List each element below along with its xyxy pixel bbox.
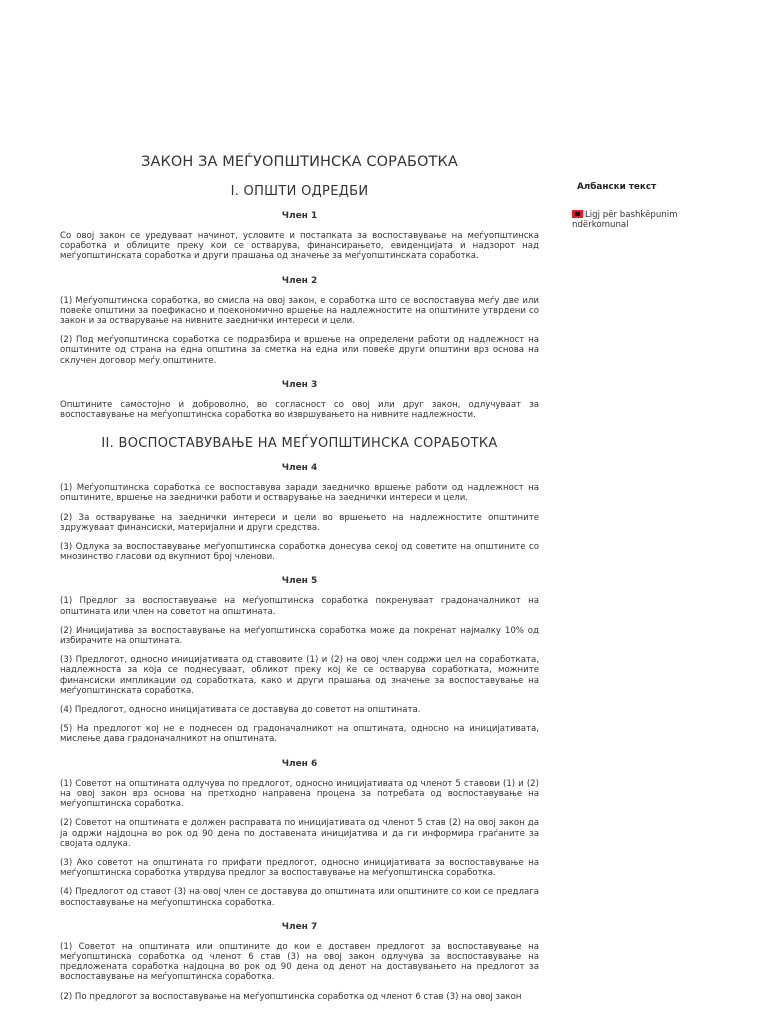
article-title-2: Член 2: [281, 275, 318, 286]
section-title-establishment: II. ВОСПОСТАВУВАЊЕ НА МЕЃУОПШТИНСКА СОРАБОТКА: [101, 436, 498, 452]
article-title-7: Член 7: [281, 921, 318, 932]
article-title-1: Член 1: [281, 211, 318, 221]
paragraph: (1) Советот на општината или општините до кои е доставен предлогот за воспоставување на меѓуопштинска соработка од членот 6 став (3) на овој закон одлучува за воспоставување на предложената соработка најдоцна во рок од 90 дена од денот на доставувањето на предлогот за воспоставување на меѓуопштинска соработка.: [60, 941, 539, 983]
albanian-text-link[interactable]: [572, 210, 702, 230]
paragraph: (2) Под меѓуопштинска соработка се подразбира и вршење на определени работи од надлежност на општините од страна на една општина за сметка на една или повеќе други општини врз основа на склучен договор меѓу општините.: [60, 335, 539, 366]
paragraph: (3) Одлука за воспоставување меѓуопштинска соработка донесува секој од советите на општините со мнозинство гласови од вкупниот број членови.: [60, 542, 539, 563]
paragraph: (5) На предлогот кој не е поднесен од градоначалникот на општината, односно на иницијативата, мислење дава градоначалникот на општината.: [60, 724, 539, 745]
paragraph: Општините самостојно и доброволно, во согласност со овој или друг закон, одлучуваат за воспоставување на меѓуопштинска соработка во извршувањето на нивните надлежности.: [60, 399, 539, 421]
article-title-5: Член 5: [281, 576, 318, 587]
article-title-6: Член 6: [281, 758, 318, 769]
section-title-general: I. ОПШТИ ОДРЕДБИ: [230, 184, 369, 199]
sidebar: [572, 182, 702, 230]
paragraph: (2) Советот на општината е должен расправата по иницијативата од членот 5 став (2) на овој закон да ја одржи најдоцна во рок од 90 дена по доставената иницијатива и да ги информира граѓаните за својата одлука.: [60, 818, 539, 849]
paragraph: (2) За остварување на заеднички интереси и цели во вршењето на надлежностите општините здружуваат финансиски, материјални и други средства.: [60, 512, 539, 533]
document: [60, 154, 539, 1011]
paragraph: (4) Предлогот од ставот (3) на овој член се доставува до општината или општините со кои се предлага воспоставување на меѓуопштинска соработка.: [60, 887, 539, 908]
paragraph: (4) Предлогот, односно иницијативата се доставува до советот на општината.: [60, 705, 421, 716]
paragraph: (2) По предлогот за воспоставување на меѓуопштинска соработка од членот 6 став (3) на овој закон: [60, 991, 522, 1002]
paragraph: Со овој закон се уредуваат начинот, условите и постапката за воспоставување на меѓуопштинска соработка и облиците преку кои се остварува, финансирањето, евиденцијата и надзорот над меѓуопштинската соработка и други прашања од значење за меѓуопштинската соработка.: [60, 231, 539, 262]
paragraph: (1) Советот на општината одлучува по предлогот, односно иницијативата од членот 5 ставови (1) и (2) на овој закон врз основа на претходно направена процена за потребата од воспоставување на меѓуопштинска соработка.: [60, 778, 539, 810]
article-title-4: Член 4: [281, 463, 318, 474]
document-title: ЗАКОН ЗА МЕЃУОПШТИНСКА СОРАБОТКА: [141, 154, 458, 170]
paragraph: (3) Ако советот на општината го прифати предлогот, односно иницијативата за воспоставување на меѓуопштинска соработка утврдува предлог за воспоставување на меѓуопштинска соработка.: [60, 857, 539, 879]
article-title-3: Член 3: [281, 379, 318, 390]
albanian-text-heading: Албански текст: [577, 182, 657, 192]
albanian-text-link-label[interactable]: Ligj për bashkëpunim ndërkomunal: [572, 210, 678, 230]
paragraph: (1) Меѓуопштинска соработка се воспоставува заради заедничко вршење работи од надлежност на општините, вршење на заеднички работи и остварување на заеднички интереси и цели.: [60, 483, 539, 504]
paragraph: (1) Предлог за воспоставување на меѓуопштинска соработка покренуваат градоначалникот на општината или член на советот на општината.: [60, 596, 539, 617]
paragraph: (1) Меѓуопштинска соработка, во смисла на овој закон, е соработка што се воспоставува меѓу две или повеќе општини за поефикасно и поекономично вршење на надлежностите на општините утврдени со закон и за остварување на нивните заеднички интереси и цели.: [60, 295, 539, 327]
paragraph: (2) Иницијатива за воспоставување на меѓуопштинска соработка може да покренат најмалку 10% од избирачите на општината.: [60, 625, 539, 647]
albania-flag-icon: [572, 210, 583, 218]
paragraph: (3) Предлогот, односно иницијативата од ставовите (1) и (2) на овој член содржи цел на соработката, надлежноста за која се поднесуваат, обликот преку кој ќе се остварува соработката, можните финансиски импликации од соработката, како и други прашања од значење за воспоставување на меѓуопштинската соработка.: [60, 655, 539, 696]
